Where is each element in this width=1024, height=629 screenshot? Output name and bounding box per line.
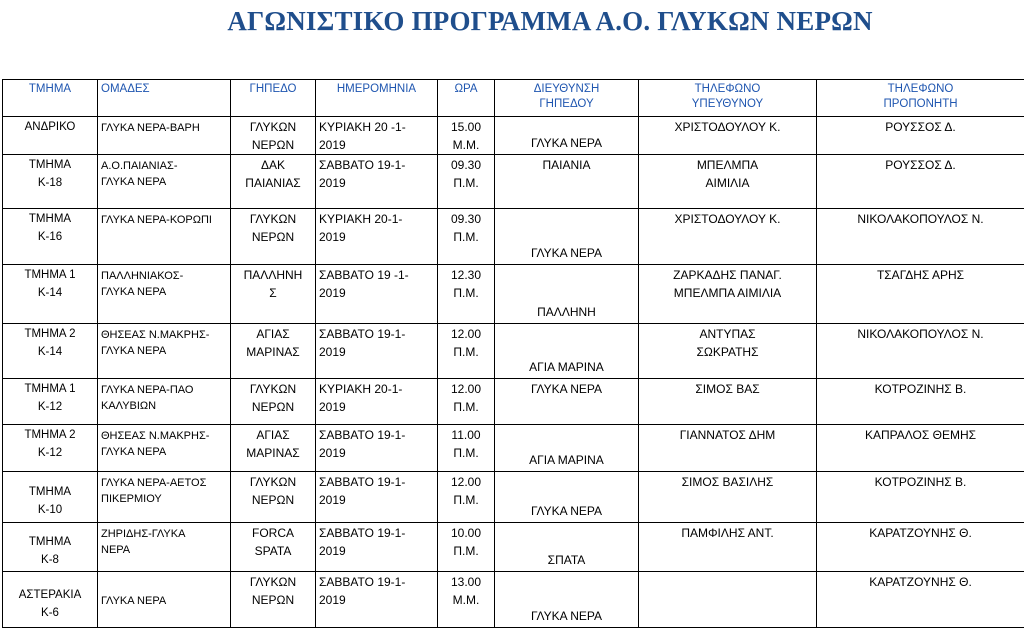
cell-field: ΓΛΥΚΩΝ ΝΕΡΩΝ bbox=[231, 472, 316, 523]
cell-section: ΑΣΤΕΡΑΚΙΑ Κ-6 bbox=[3, 572, 98, 628]
cell-field: ΠΑΛΛΗΝΗ Σ bbox=[231, 265, 316, 324]
cell-coach-phone: ΚΑΡΑΤΖΟΥΝΗΣ Θ. bbox=[817, 572, 1024, 628]
header-field: ΓΗΠΕΔΟ bbox=[231, 80, 316, 117]
table-row bbox=[3, 572, 1024, 628]
cell-coach-phone: ΚΑΡΑΤΖΟΥΝΗΣ Θ. bbox=[817, 523, 1024, 572]
page-title: ΑΓΩΝΙΣΤΙΚΟ ΠΡΟΓΡΑΜΜΑ Α.Ο. ΓΛΥΚΩΝ ΝΕΡΩΝ bbox=[227, 6, 873, 36]
cell-coach-phone: ΚΟΤΡΟΖΙΝΗΣ Β. bbox=[817, 472, 1024, 523]
cell-time: 11.00 Π.Μ. bbox=[438, 425, 495, 472]
header-teams: ΟΜΑΔΕΣ bbox=[98, 80, 231, 117]
header-time: ΩΡΑ bbox=[438, 80, 495, 117]
cell-time: 12.00 Π.Μ. bbox=[438, 324, 495, 379]
header-manager-phone: ΤΗΛΕΦΩΝΟ ΥΠΕΥΘΥΝΟΥ bbox=[639, 80, 817, 117]
header-date: ΗΜΕΡΟΜΗΝΙΑ bbox=[316, 80, 438, 117]
cell-address: ΓΛΥΚΑ ΝΕΡΑ bbox=[495, 472, 639, 523]
table-row bbox=[3, 265, 1024, 324]
cell-section: ΤΜΗΜΑ Κ-8 bbox=[3, 523, 98, 572]
table-row bbox=[3, 379, 1024, 425]
cell-address: ΓΛΥΚΑ ΝΕΡΑ bbox=[495, 572, 639, 628]
cell-time: 12.00 Π.Μ. bbox=[438, 379, 495, 425]
cell-field: ΓΛΥΚΩΝ ΝΕΡΩΝ bbox=[231, 572, 316, 628]
header-address: ΔΙΕΥΘΥΝΣΗ ΓΗΠΕΔΟΥ bbox=[495, 80, 639, 117]
cell-teams: ΓΛΥΚΑ ΝΕΡΑ-ΚΟΡΩΠΙ bbox=[98, 209, 231, 265]
cell-section: ΤΜΗΜΑ 2 Κ-14 bbox=[3, 324, 98, 379]
cell-section: ΤΜΗΜΑ Κ-10 bbox=[3, 472, 98, 523]
cell-field: ΔΑΚ ΠΑΙΑΝΙΑΣ bbox=[231, 155, 316, 209]
cell-section: ΤΜΗΜΑ Κ-18 bbox=[3, 155, 98, 209]
cell-manager-phone: ΓΙΑΝΝΑΤΟΣ ΔΗΜ bbox=[639, 425, 817, 472]
cell-section: ΤΜΗΜΑ 1 Κ-14 bbox=[3, 265, 98, 324]
table-row bbox=[3, 155, 1024, 209]
cell-manager-phone: ΧΡΙΣΤΟΔΟΥΛΟΥ Κ. bbox=[639, 117, 817, 155]
cell-manager-phone: ΠΑΜΦΙΛΗΣ ΑΝΤ. bbox=[639, 523, 817, 572]
cell-teams: Α.Ο.ΠΑΙΑΝΙΑΣ- ΓΛΥΚΑ ΝΕΡΑ bbox=[98, 155, 231, 209]
cell-address: ΠΑΛΛΗΝΗ bbox=[495, 265, 639, 324]
cell-field: ΑΓΙΑΣ ΜΑΡΙΝΑΣ bbox=[231, 425, 316, 472]
cell-teams: ΖΗΡΙΔΗΣ-ΓΛΥΚΑ ΝΕΡΑ bbox=[98, 523, 231, 572]
cell-date: ΚΥΡΙΑΚΗ 20 -1- 2019 bbox=[316, 117, 438, 155]
cell-section: ΑΝΔΡΙΚΟ bbox=[3, 117, 98, 155]
cell-time: 09.30 Π.Μ. bbox=[438, 209, 495, 265]
header-row bbox=[3, 80, 1024, 117]
cell-section: ΤΜΗΜΑ Κ-16 bbox=[3, 209, 98, 265]
table-row bbox=[3, 117, 1024, 155]
cell-date: ΚΥΡΙΑΚΗ 20-1- 2019 bbox=[316, 209, 438, 265]
cell-teams: ΓΛΥΚΑ ΝΕΡΑ-ΠΑΟ ΚΑΛΥΒΙΩΝ bbox=[98, 379, 231, 425]
cell-date: ΣΑΒΒΑΤΟ 19-1- 2019 bbox=[316, 523, 438, 572]
cell-address: ΑΓΙΑ ΜΑΡΙΝΑ bbox=[495, 425, 639, 472]
header-section: ΤΜΗΜΑ bbox=[3, 80, 98, 117]
cell-coach-phone: ΚΑΠΡΑΛΟΣ ΘΕΜΗΣ bbox=[817, 425, 1024, 472]
cell-date: ΣΑΒΒΑΤΟ 19 -1- 2019 bbox=[316, 265, 438, 324]
cell-address: ΓΛΥΚΑ ΝΕΡΑ bbox=[495, 117, 639, 155]
table-row bbox=[3, 425, 1024, 472]
cell-manager-phone bbox=[639, 572, 817, 628]
cell-teams: ΓΛΥΚΑ ΝΕΡΑ-ΒΑΡΗ bbox=[98, 117, 231, 155]
cell-manager-phone: ΣΙΜΟΣ ΒΑΣΙΛΗΣ bbox=[639, 472, 817, 523]
cell-date: ΣΑΒΒΑΤΟ 19-1- 2019 bbox=[316, 324, 438, 379]
cell-teams: ΠΑΛΛΗΝΙΑΚΟΣ- ΓΛΥΚΑ ΝΕΡΑ bbox=[98, 265, 231, 324]
cell-manager-phone: ΑΝΤΥΠΑΣ ΣΩΚΡΑΤΗΣ bbox=[639, 324, 817, 379]
cell-field: ΓΛΥΚΩΝ ΝΕΡΩΝ bbox=[231, 379, 316, 425]
cell-date: ΣΑΒΒΑΤΟ 19-1- 2019 bbox=[316, 572, 438, 628]
cell-coach-phone: ΝΙΚΟΛΑΚΟΠΟΥΛΟΣ Ν. bbox=[817, 324, 1024, 379]
cell-address: ΑΓΙΑ ΜΑΡΙΝΑ bbox=[495, 324, 639, 379]
cell-address: ΠΑΙΑΝΙΑ bbox=[495, 155, 639, 209]
cell-time: 12.30 Π.Μ. bbox=[438, 265, 495, 324]
cell-manager-phone: ΧΡΙΣΤΟΔΟΥΛΟΥ Κ. bbox=[639, 209, 817, 265]
table-row bbox=[3, 472, 1024, 523]
cell-address: ΣΠΑΤΑ bbox=[495, 523, 639, 572]
cell-teams: ΓΛΥΚΑ ΝΕΡΑ bbox=[98, 572, 231, 628]
table-row bbox=[3, 523, 1024, 572]
cell-date: ΣΑΒΒΑΤΟ 19-1- 2019 bbox=[316, 472, 438, 523]
cell-manager-phone: ΣΙΜΟΣ ΒΑΣ bbox=[639, 379, 817, 425]
cell-coach-phone: ΡΟΥΣΣΟΣ Δ. bbox=[817, 155, 1024, 209]
cell-coach-phone: ΤΣΑΓΔΗΣ ΑΡΗΣ bbox=[817, 265, 1024, 324]
cell-time: 13.00 Μ.Μ. bbox=[438, 572, 495, 628]
table-row bbox=[3, 209, 1024, 265]
cell-section: ΤΜΗΜΑ 2 Κ-12 bbox=[3, 425, 98, 472]
cell-teams: ΘΗΣΕΑΣ Ν.ΜΑΚΡΗΣ- ΓΛΥΚΑ ΝΕΡΑ bbox=[98, 324, 231, 379]
table-row bbox=[3, 324, 1024, 379]
cell-time: 10.00 Π.Μ. bbox=[438, 523, 495, 572]
cell-section: ΤΜΗΜΑ 1 Κ-12 bbox=[3, 379, 98, 425]
cell-address: ΓΛΥΚΑ ΝΕΡΑ bbox=[495, 379, 639, 425]
cell-coach-phone: ΚΟΤΡΟΖΙΝΗΣ Β. bbox=[817, 379, 1024, 425]
cell-date: ΣΑΒΒΑΤΟ 19-1- 2019 bbox=[316, 155, 438, 209]
cell-teams: ΓΛΥΚΑ ΝΕΡΑ-ΑΕΤΟΣ ΠΙΚΕΡΜΙΟΥ bbox=[98, 472, 231, 523]
cell-teams: ΘΗΣΕΑΣ Ν.ΜΑΚΡΗΣ- ΓΛΥΚΑ ΝΕΡΑ bbox=[98, 425, 231, 472]
cell-time: 12.00 Π.Μ. bbox=[438, 472, 495, 523]
cell-field: FORCA SPATA bbox=[231, 523, 316, 572]
header-coach-phone: ΤΗΛΕΦΩΝΟ ΠΡΟΠΟΝΗΤΗ bbox=[817, 80, 1024, 117]
cell-field: ΓΛΥΚΩΝ ΝΕΡΩΝ bbox=[231, 209, 316, 265]
cell-time: 09.30 Π.Μ. bbox=[438, 155, 495, 209]
cell-manager-phone: ΖΑΡΚΑΔΗΣ ΠΑΝΑΓ. ΜΠΕΛΜΠΑ ΑΙΜΙΛΙΑ bbox=[639, 265, 817, 324]
cell-date: ΣΑΒΒΑΤΟ 19-1- 2019 bbox=[316, 425, 438, 472]
cell-coach-phone: ΡΟΥΣΣΟΣ Δ. bbox=[817, 117, 1024, 155]
cell-time: 15.00 Μ.Μ. bbox=[438, 117, 495, 155]
cell-date: ΚΥΡΙΑΚΗ 20-1- 2019 bbox=[316, 379, 438, 425]
cell-field: ΓΛΥΚΩΝ ΝΕΡΩΝ bbox=[231, 117, 316, 155]
cell-field: ΑΓΙΑΣ ΜΑΡΙΝΑΣ bbox=[231, 324, 316, 379]
cell-address: ΓΛΥΚΑ ΝΕΡΑ bbox=[495, 209, 639, 265]
schedule-table bbox=[2, 79, 1024, 628]
cell-coach-phone: ΝΙΚΟΛΑΚΟΠΟΥΛΟΣ Ν. bbox=[817, 209, 1024, 265]
cell-manager-phone: ΜΠΕΛΜΠΑ ΑΙΜΙΛΙΑ bbox=[639, 155, 817, 209]
